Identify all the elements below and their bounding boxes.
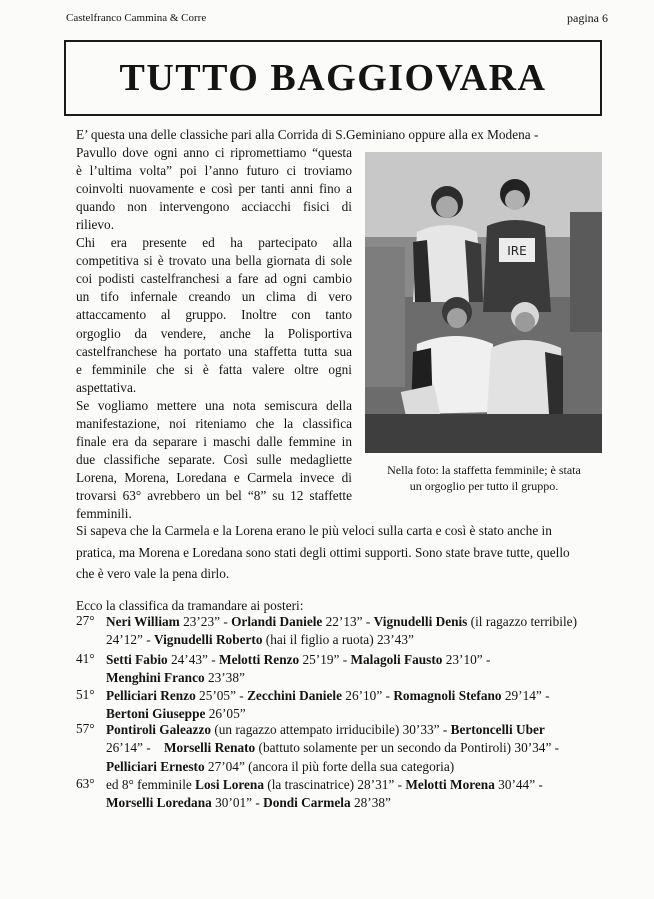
article-line: rilievo. (76, 217, 115, 233)
photo-caption: Nella foto: la staffetta femminile; è stata un orgoglio per tutto il gruppo. (387, 463, 581, 493)
article-line: femminili. (76, 506, 132, 521)
running-header: Castelfranco Cammina & Corre (66, 12, 207, 24)
title-box (64, 40, 602, 116)
classifica-line (106, 687, 550, 705)
article-line: orgoglio da vendere, anche la Polisportiva (76, 325, 352, 341)
article-line: trovarsi 63° avrebbero un bel “8” su 12 staffette (76, 487, 352, 503)
runner-name: Bertoni Giuseppe (106, 706, 206, 722)
classifica-intro: Ecco la classifica da tramandare ai posteri: (76, 598, 304, 613)
runner-name: Melotti Morena (405, 777, 495, 792)
classifica-position: 51° (76, 687, 95, 702)
article-line: Se vogliamo mettere una nota semiscura della (76, 397, 352, 413)
runner-name: Menghini Franco (106, 670, 205, 686)
relay-team-photo (365, 152, 602, 453)
article-line: è l’ultima volta” poi l’anno futuro ci troviamo (76, 163, 352, 179)
result-text: 24’12” - (106, 632, 154, 648)
classifica-line (106, 776, 543, 794)
classifica-line (106, 613, 577, 631)
result-text: (hai il figlio a ruota) 23’43” (262, 632, 414, 648)
article-line: Si sapeva che la Carmela e la Lorena erano le più veloci sulla carta e così è stato anche in (76, 523, 552, 538)
classifica-position: 57° (76, 721, 95, 736)
result-text: 23’38” (204, 670, 245, 686)
article-line: pratica, ma Morena e Loredana sono stati degli ottimi supporti. Sono state brave tutte, quello (76, 544, 570, 560)
article-line: coi podisti castelfranchesi a fare ad ogni cambio (76, 271, 352, 287)
runner-name: Melotti Renzo (219, 652, 300, 667)
classifica-line (106, 794, 391, 812)
result-text: 24’43” - (167, 652, 220, 667)
runner-name: Dondi Carmela (263, 795, 351, 811)
runner-name: Pelliciari Renzo (106, 688, 196, 703)
classifica-line (106, 651, 490, 669)
result-text: (battuto solamente per un secondo da Pontiroli) 30’34” - (255, 740, 560, 756)
result-text: 29’14” - (501, 688, 550, 703)
runner-name: Neri William (106, 614, 180, 629)
result-text: 22’13” - (322, 614, 374, 629)
article-line: castelfranchese ha portato una staffetta tutta sua (76, 343, 352, 359)
article-line: finale era da separare i maschi dalle femmine in (76, 433, 352, 449)
article-line: competitiva si è trovato una bella giornata di sole (76, 253, 352, 269)
result-text: 26’10” - (341, 688, 394, 703)
runner-name: Vignudelli Denis (373, 614, 468, 629)
page-number: pagina 6 (567, 11, 608, 25)
runner-name: Morselli Loredana (106, 795, 212, 811)
article-line: un tifo infernale creando un clima di vero (76, 289, 352, 305)
article-first-line: E’ questa una delle classiche pari alla Corrida di S.Geminiano oppure alla ex Modena - (76, 127, 539, 142)
classifica-line (106, 631, 414, 649)
runner-name: Losi Lorena (195, 777, 264, 792)
runner-name: Bertoncelli Uber (450, 722, 545, 737)
runner-name: Malagoli Fausto (350, 652, 443, 667)
article-line: due classifiche separate. Così sulle medagliette (76, 451, 352, 467)
classifica-position: 63° (76, 776, 95, 791)
article-line: quando non intervengono acciacchi fisici di (76, 199, 352, 215)
classifica-line (106, 739, 559, 757)
result-text: (la trascinatrice) 28’31” - (263, 777, 406, 792)
result-text: 26’14” - (106, 740, 164, 756)
result-text: ed 8° femminile (106, 777, 196, 792)
result-text: (un ragazzo attempato irriducibile) 30’33” - (211, 722, 451, 737)
page-title: TUTTO BAGGIOVARA (119, 57, 547, 99)
runner-name: Vignudelli Roberto (154, 632, 263, 648)
article-line: aspettativa. (76, 379, 137, 395)
article-line: coinvolti nuovamente e così per tanti anni fino a (76, 181, 352, 197)
article-line: attaccamento al gruppo. Inoltre con tanto (76, 307, 352, 323)
runner-name: Setti Fabio (106, 652, 168, 667)
runner-name: Zecchini Daniele (247, 688, 342, 703)
runner-name: Pelliciari Ernesto (106, 758, 205, 774)
classifica-line (106, 669, 245, 687)
result-text: 25’19” - (299, 652, 351, 667)
result-text: 23’10” - (442, 652, 491, 667)
race-bib-text: IRE (507, 244, 527, 258)
result-text: 25’05” - (195, 688, 248, 703)
article-line: Lorena, Morena, Loredana e Carmela invece di (76, 469, 352, 485)
runner-name: Orlandi Daniele (231, 614, 323, 629)
article-line: e femminile che si è fatta valere oltre ogni (76, 361, 352, 377)
article-line: manifestazione, noi riteniamo che la classifica (76, 415, 352, 431)
runner-name: Morselli Renato (163, 740, 256, 756)
result-text: 26’05” (205, 706, 246, 722)
runner-name: Pontiroli Galeazzo (106, 722, 211, 737)
article-line: che è vero vale la pena dirlo. (76, 566, 230, 581)
runner-name: Romagnoli Stefano (393, 688, 502, 703)
classifica-position: 41° (76, 651, 95, 666)
article-line: Pavullo dove ogni anno ci ripromettiamo “questa (76, 145, 352, 160)
result-text: 28’38” (350, 795, 391, 811)
classifica-position: 27° (76, 613, 95, 628)
result-text: 27’04” (ancora il più forte della sua categoria) (204, 758, 455, 774)
classifica-line (106, 721, 545, 739)
result-text: (il ragazzo terribile) (467, 614, 577, 629)
article-line: Chi era presente ed ha partecipato alla (76, 235, 352, 251)
result-text: 30’44” - (494, 777, 543, 792)
classifica-line (106, 758, 454, 776)
result-text: 23’23” - (179, 614, 232, 629)
result-text: 30’01” - (211, 795, 264, 811)
